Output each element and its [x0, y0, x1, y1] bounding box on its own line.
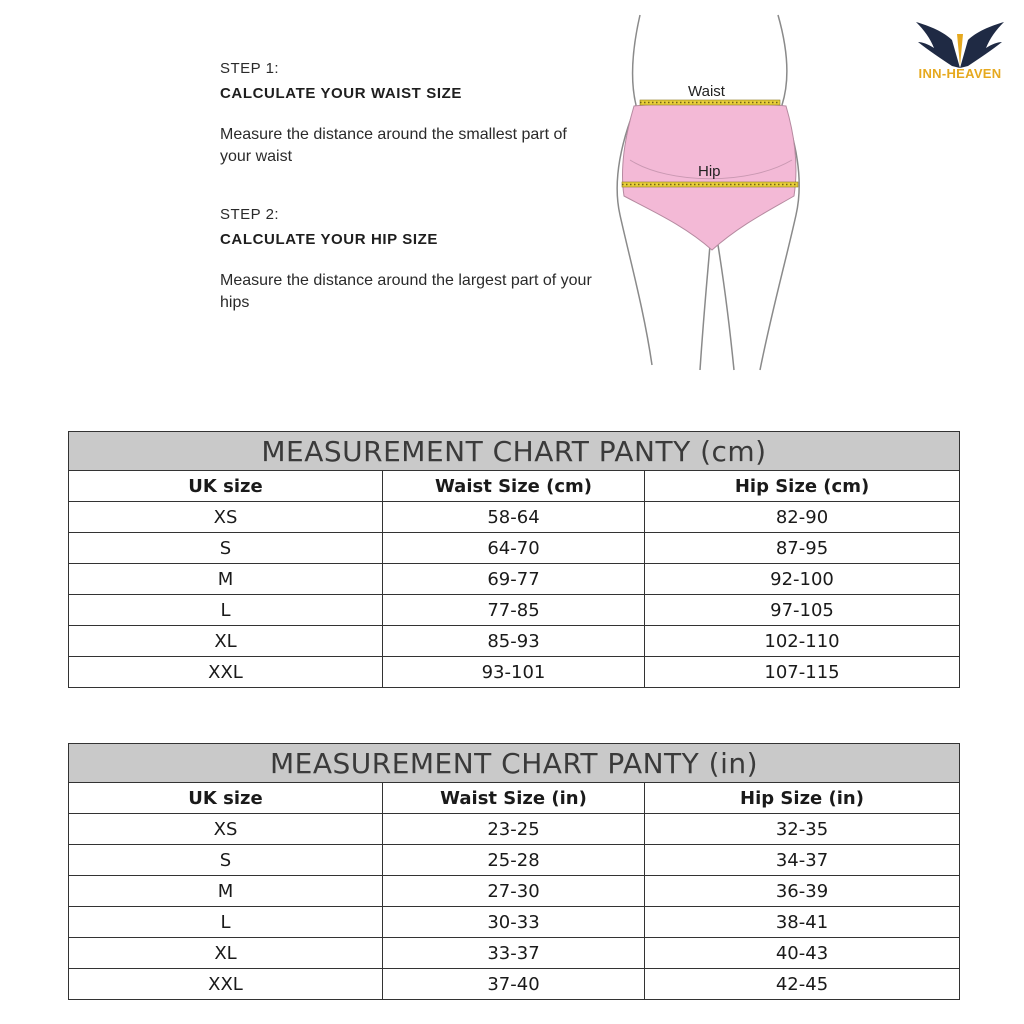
- chart-title: MEASUREMENT CHART PANTY (cm): [69, 432, 960, 471]
- table-row: [69, 533, 960, 564]
- table-row: [69, 564, 960, 595]
- table-cell: M: [69, 876, 383, 907]
- step-1-description: Measure the distance around the smallest part of your waist: [220, 126, 567, 165]
- table-row: [69, 595, 960, 626]
- table-row: [69, 502, 960, 533]
- table-cell: 25-28: [383, 845, 645, 876]
- table-row: [69, 969, 960, 1000]
- waist-label: Waist: [688, 83, 725, 100]
- step-1-label: STEP 1:: [220, 60, 280, 77]
- step-2-title: CALCULATE YOUR HIP SIZE: [220, 231, 438, 248]
- measurement-chart-in: [68, 743, 960, 1000]
- brand-logo-text: INN-HEAVEN: [918, 66, 1002, 81]
- table-header-row: [69, 783, 960, 814]
- table-cell: 85-93: [383, 626, 645, 657]
- table-row: [69, 657, 960, 688]
- measurement-chart-cm: [68, 431, 960, 688]
- table-cell: 36-39: [645, 876, 960, 907]
- column-header: UK size: [69, 783, 383, 814]
- column-header: Waist Size (cm): [383, 471, 645, 502]
- hip-label: Hip: [698, 163, 721, 180]
- waist-tape: [640, 100, 780, 105]
- column-header: Hip Size (in): [645, 783, 960, 814]
- chart-title: MEASUREMENT CHART PANTY (in): [69, 744, 960, 783]
- table-row: [69, 845, 960, 876]
- table-cell: 40-43: [645, 938, 960, 969]
- table-cell: 92-100: [645, 564, 960, 595]
- table-row: [69, 907, 960, 938]
- table-cell: XL: [69, 626, 383, 657]
- table-header-row: [69, 471, 960, 502]
- step-1-title: CALCULATE YOUR WAIST SIZE: [220, 85, 462, 102]
- table-cell: 97-105: [645, 595, 960, 626]
- table-cell: 38-41: [645, 907, 960, 938]
- table-cell: 23-25: [383, 814, 645, 845]
- table-cell: 87-95: [645, 533, 960, 564]
- table-cell: XL: [69, 938, 383, 969]
- step-1: [220, 60, 600, 168]
- body-measurement-illustration: [600, 10, 820, 375]
- column-header: Hip Size (cm): [645, 471, 960, 502]
- table-row: [69, 626, 960, 657]
- table-cell: 27-30: [383, 876, 645, 907]
- table-cell: M: [69, 564, 383, 595]
- table-cell: 82-90: [645, 502, 960, 533]
- column-header: Waist Size (in): [383, 783, 645, 814]
- table-row: [69, 814, 960, 845]
- table-cell: XS: [69, 814, 383, 845]
- table-cell: 77-85: [383, 595, 645, 626]
- table-cell: XXL: [69, 969, 383, 1000]
- table-cell: 32-35: [645, 814, 960, 845]
- table-cell: 33-37: [383, 938, 645, 969]
- table-cell: 93-101: [383, 657, 645, 688]
- table-cell: 34-37: [645, 845, 960, 876]
- table-cell: L: [69, 595, 383, 626]
- column-header: UK size: [69, 471, 383, 502]
- step-2: [220, 206, 600, 314]
- wings-icon: [900, 20, 1020, 70]
- table-cell: 69-77: [383, 564, 645, 595]
- table-cell: XS: [69, 502, 383, 533]
- brand-logo: [900, 20, 1020, 90]
- table-row: [69, 938, 960, 969]
- hip-tape: [622, 182, 798, 187]
- table-cell: S: [69, 533, 383, 564]
- step-2-label: STEP 2:: [220, 206, 280, 223]
- table-cell: XXL: [69, 657, 383, 688]
- table-cell: L: [69, 907, 383, 938]
- table-cell: 37-40: [383, 969, 645, 1000]
- table-cell: 30-33: [383, 907, 645, 938]
- table-cell: 102-110: [645, 626, 960, 657]
- table-cell: S: [69, 845, 383, 876]
- step-2-description: Measure the distance around the largest part of your hips: [220, 272, 592, 311]
- table-cell: 64-70: [383, 533, 645, 564]
- table-row: [69, 876, 960, 907]
- table-cell: 107-115: [645, 657, 960, 688]
- table-cell: 42-45: [645, 969, 960, 1000]
- table-cell: 58-64: [383, 502, 645, 533]
